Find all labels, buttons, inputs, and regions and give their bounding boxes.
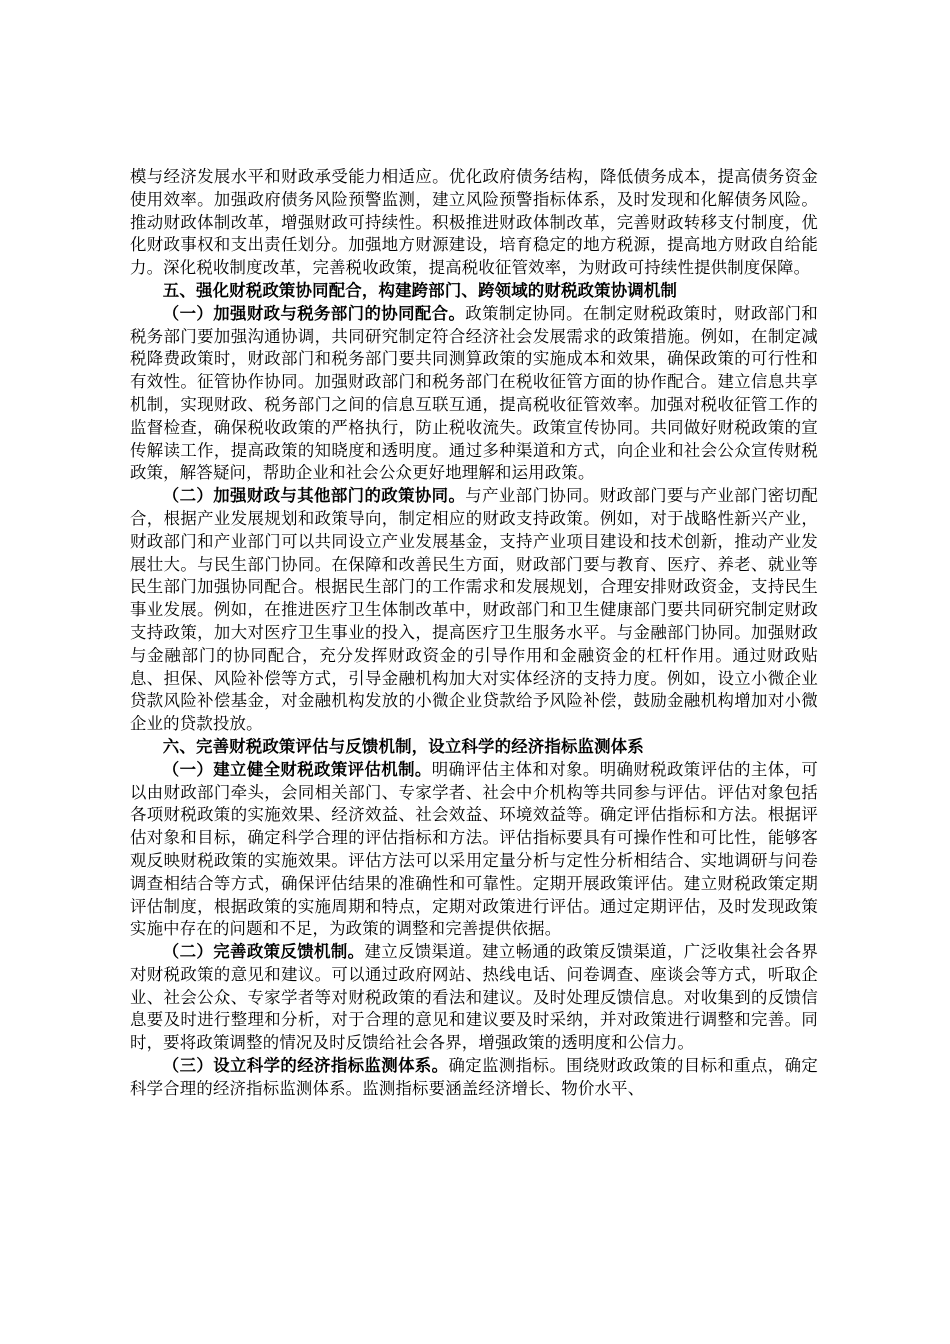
subsection-6-3 bbox=[130, 1055, 818, 1101]
subsection-6-1-body: 明确评估主体和对象。明确财税政策评估的主体，可以由财政部门牵头，会同相关部门、专家学者、社会中介机构等共同参与评估。评估对象包括各项财税政策的实施效果、经济效益、社会效益、环境效益等。确定评估指标和方法。根据评估对象和目标，确定科学合理的评估指标和方法。评估指标要具有可操作性和可比性，能够客观反映财税政策的实施效果。评估方法可以采用定量分析与定性分析相结合、实地调研与问卷调查相结合等方式，确保评估结果的准确性和可靠性。定期开展政策评估。建立财税政策定期评估制度，根据政策的实施周期和特点，定期对政策进行评估。通过定期评估，及时发现政策实施中存在的问题和不足，为政策的调整和完善提供依据。 bbox=[130, 759, 818, 939]
subsection-6-2-lead: （二）完善政策反馈机制。 bbox=[162, 942, 365, 962]
subsection-6-1 bbox=[130, 759, 818, 941]
paragraph-fiscal-debt: 模与经济发展水平和财政承受能力相适应。优化政府债务结构，降低债务成本，提高债务资金使用效率。加强政府债务风险预警监测，建立风险预警指标体系，及时发现和化解债务风险。推动财政体制改革，增强财政可持续性。积极推进财政体制改革，完善财政转移支付制度，优化财政事权和支出责任划分。加强地方财源建设，培育稳定的地方税源，提高地方财政自给能力。深化税收制度改革，完善税收政策，提高税收征管效率，为财政可持续性提供制度保障。 bbox=[130, 167, 818, 278]
subsection-6-3-lead: （三）设立科学的经济指标监测体系。 bbox=[162, 1056, 449, 1076]
subsection-5-2-body: 与产业部门协同。财政部门要与产业部门密切配合，根据产业发展规划和政策导向，制定相应的财政支持政策。例如，对于战略性新兴产业，财政部门和产业部门可以共同设立产业发展基金，支持产业项目建设和技术创新，推动产业发展壮大。与民生部门协同。在保障和改善民生方面，财政部门要与教育、医疗、养老、就业等民生部门加强协同配合。根据民生部门的工作需求和发展规划，合理安排财政资金，支持民生事业发展。例如，在推进医疗卫生体制改革中，财政部门和卫生健康部门要共同研究制定财政支持政策，加大对医疗卫生事业的投入，提高医疗卫生服务水平。与金融部门协同。加强财政与金融部门的协同配合，充分发挥财政资金的引导作用和金融资金的杠杆作用。通过财政贴息、担保、风险补偿等方式，引导金融机构加大对实体经济的支持力度。例如，设立小微企业贷款风险补偿基金，对金融机构发放的小微企业贷款给予风险补偿，鼓励金融机构增加对小微企业的贷款投放。 bbox=[130, 486, 818, 734]
subsection-5-2 bbox=[130, 485, 818, 736]
subsection-5-2-lead: （二）加强财政与其他部门的政策协同。 bbox=[162, 486, 466, 506]
subsection-6-3-body: 确定监测指标。围绕财政政策的目标和重点，确定科学合理的经济指标监测体系。监测指标要涵盖经济增长、物价水平、 bbox=[130, 1056, 818, 1098]
subsection-6-1-lead: （一）建立健全财税政策评估机制。 bbox=[162, 759, 432, 779]
subsection-5-1-lead: （一）加强财政与税务部门的协同配合。 bbox=[162, 303, 466, 323]
subsection-6-2 bbox=[130, 941, 818, 1055]
subsection-5-1-body: 政策制定协同。在制定财税政策时，财政部门和税务部门要加强沟通协调，共同研究制定符合经济社会发展需求的政策措施。例如，在制定减税降费政策时，财政部门和税务部门要共同测算政策的实施成本和效果，确保政策的可行性和有效性。征管协作协同。加强财政部门和税务部门在税收征管方面的协作配合。建立信息共享机制，实现财政、税务部门之间的信息互联互通，提高税收征管效率。加强对税收征管工作的监督检查，确保税收政策的严格执行，防止税收流失。政策宣传协同。共同做好财税政策的宣传解读工作，提高政策的知晓度和透明度。通过多种渠道和方式，向企业和社会公众宣传财税政策，解答疑问，帮助企业和社会公众更好地理解和运用政策。 bbox=[130, 303, 818, 483]
subsection-5-1 bbox=[130, 303, 818, 485]
section-heading-5: 五、强化财税政策协同配合，构建跨部门、跨领域的财税政策协调机制 bbox=[162, 280, 678, 300]
section-heading-6: 六、完善财税政策评估与反馈机制，设立科学的经济指标监测体系 bbox=[162, 736, 644, 756]
subsection-6-2-body: 建立反馈渠道。建立畅通的政策反馈渠道，广泛收集社会各界对财税政策的意见和建议。可以通过政府网站、热线电话、问卷调查、座谈会等方式，听取企业、社会公众、专家学者等对财税政策的看法和建议。及时处理反馈信息。对收集到的反馈信息要及时进行整理和分析，对于合理的意见和建议要及时采纳，并对政策进行调整和完善。同时，要将政策调整的情况及时反馈给社会各界，增强政策的透明度和公信力。 bbox=[130, 942, 818, 1053]
